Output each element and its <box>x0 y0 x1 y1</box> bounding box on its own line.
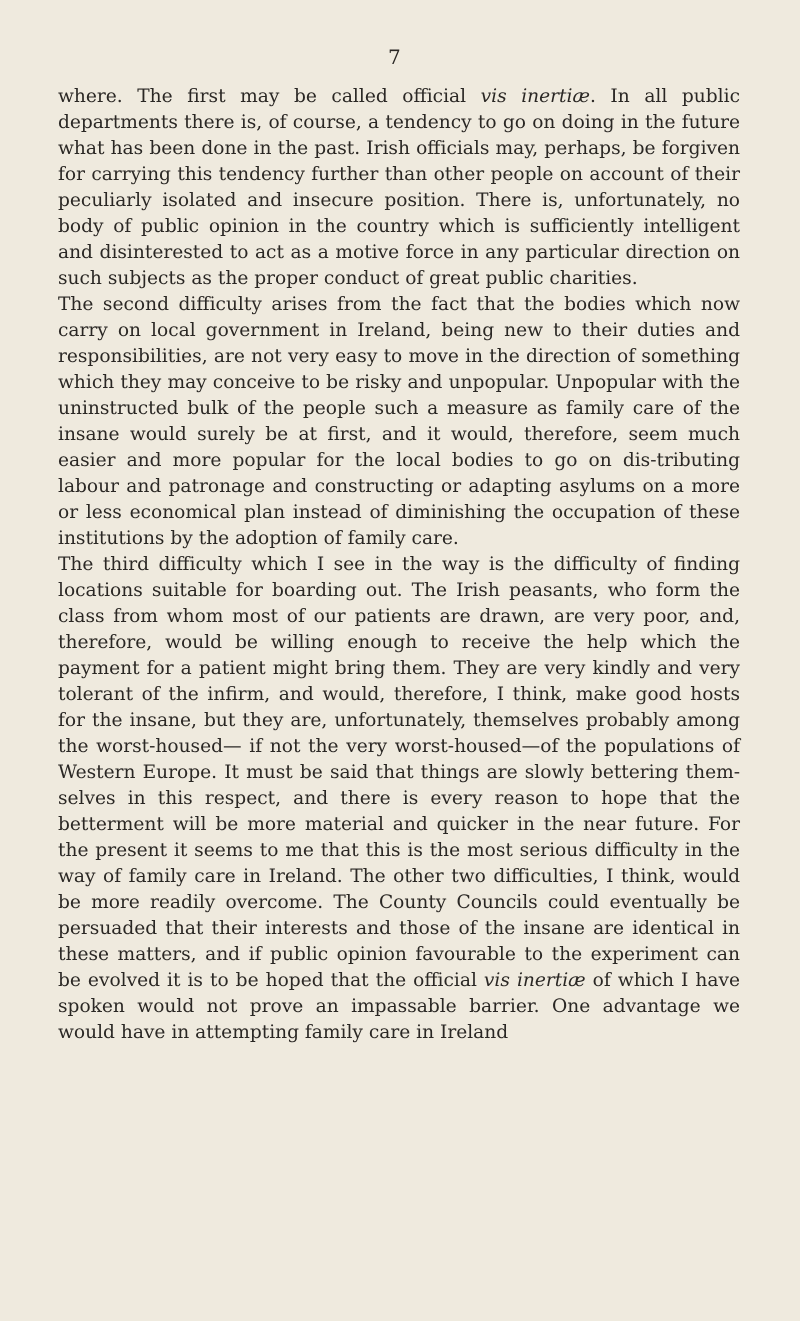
text-segment: The second difficulty arises from the fact that the bodies which now carry on local government in Ireland, being new to their duties and responsibilities, are not very easy to move in the direction of something which they may conceive to be risky and unpopular. Unpopular with the uninstructed bulk of the people such a measure as family care of the insane would surely be at first, and it would, therefore, seem much easier and more popular for the local bodies to go on dis-tributing labour and patronage and constructing or adapting asylums on a more or less economical plan instead of diminishing the occupation of these institutions by the adoption of family care. <box>58 294 740 549</box>
italic-term: vis inertiæ <box>480 86 590 107</box>
text-segment: of which I have spoken would not prove an impassable barrier. One advantage we would have in attempting family care in Ireland <box>58 970 740 1043</box>
page-number: 7 <box>388 45 401 69</box>
text-segment: The third difficulty which I see in the way is the difficulty of finding locations suitable for boarding out. The Irish peasants, who form the class from whom most of our patients are drawn, are very poor, and, therefore, would be willing enough to receive the help which the payment for a patient might bring them. They are very kindly and very tolerant of the infirm, and would, therefore, I think, make good hosts for the insane, but they are, unfortunately, themselves probably among the worst-housed— if not the very worst-housed—of the populations of Western Europe. It must be said that things are slowly bettering them-selves in this respect, and there is every reason to hope that the betterment will be more material and quicker in the near future. For the present it seems to me that this is the most serious difficulty in the way of family care in Ireland. The other two difficulties, I think, would be more readily overcome. The County Councils could eventually be persuaded that their interests and those of the insane are identical in these matters, and if public opinion favourable to the experiment can be evolved it is to be hoped that the official <box>58 554 740 991</box>
paragraph-1 <box>58 84 740 292</box>
paragraph-2 <box>58 292 740 552</box>
text-segment: where. The first may be called official <box>58 86 481 107</box>
text-segment: . In all public departments there is, of course, a tendency to go on doing in the future what has been done in the past. Irish officials may, perhaps, be forgiven for carrying this tendency further than other people on account of their peculiarly isolated and insecure position. There is, unfortunately, no body of public opinion in the country which is sufficiently intelligent and disinterested to act as a motive force in any particular direction on such subjects as the proper conduct of great public charities. <box>58 86 740 289</box>
body-text <box>58 84 740 1046</box>
paragraph-3 <box>58 552 740 1046</box>
italic-term: vis inertiæ <box>483 970 586 991</box>
